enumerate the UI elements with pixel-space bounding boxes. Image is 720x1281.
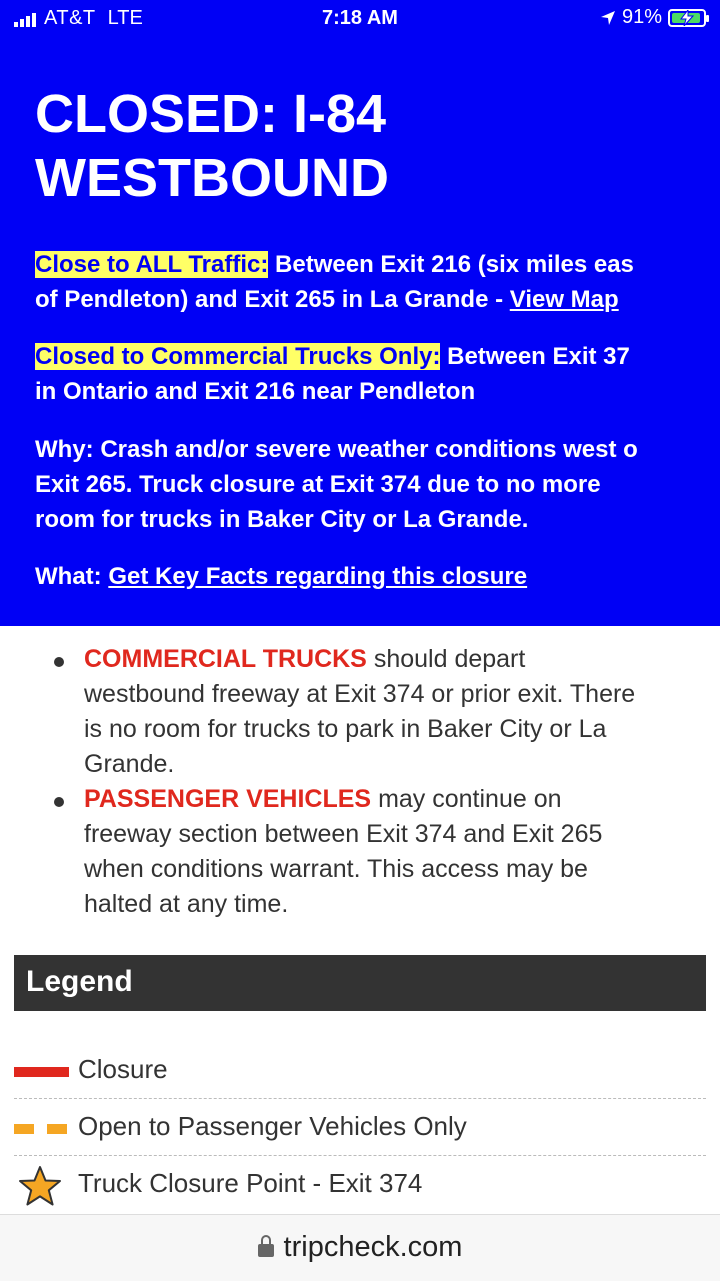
- bullet-line: is no room for trucks to park in Baker City or La: [84, 715, 607, 743]
- close-trucks-label: Closed to Commercial Trucks Only:: [35, 343, 441, 370]
- close-all-label: Close to ALL Traffic:: [35, 251, 269, 278]
- network-label: LTE: [107, 7, 143, 29]
- status-right: [600, 6, 706, 29]
- legend-label: Open to Passenger Vehicles Only: [78, 1111, 467, 1141]
- status-bar: [0, 0, 720, 36]
- why-line-2: Exit 265. Truck closure at Exit 374 due to no more: [35, 471, 601, 498]
- bullet-line: westbound freeway at Exit 374 or prior exit. There: [84, 680, 636, 708]
- bullet-line: freeway section between Exit 374 and Exit 265: [84, 820, 603, 848]
- bullet-line: when conditions warrant. This access may be: [84, 855, 588, 883]
- bullet-text: should depart: [373, 645, 526, 673]
- bullet-line: [84, 642, 714, 677]
- closure-line-icon: [14, 1067, 69, 1077]
- bullet-line: Grande.: [84, 750, 175, 778]
- what-label: What:: [35, 563, 102, 590]
- browser-url-bar[interactable]: [0, 1214, 720, 1281]
- url-text: tripcheck.com: [283, 1231, 463, 1263]
- list-item: [84, 642, 714, 782]
- legend-item-truck-closure: [14, 1156, 706, 1212]
- carrier-label: AT&T: [44, 7, 96, 29]
- closure-alert-panel: [0, 36, 720, 626]
- dashed-line-icon: [14, 1124, 69, 1134]
- battery-percent: 91%: [621, 6, 662, 28]
- location-arrow-icon: [600, 10, 616, 26]
- legend-title: Legend: [26, 965, 133, 998]
- bullet-text: may continue on: [378, 785, 562, 813]
- why-line-1: Why: Crash and/or severe weather conditions west o: [35, 436, 638, 463]
- bullet-dot: [54, 657, 64, 667]
- lock-icon: [258, 1235, 274, 1257]
- url-display[interactable]: [0, 1231, 720, 1264]
- close-all-line-1: [35, 248, 634, 282]
- close-trucks-line-1: [35, 340, 630, 374]
- close-trucks-text-1: Between Exit 37: [447, 343, 630, 370]
- battery-charging-icon: [668, 9, 706, 27]
- bullet-dot: [54, 797, 64, 807]
- legend-item-passenger-only: [14, 1099, 706, 1156]
- bullet-line: halted at any time.: [84, 890, 289, 918]
- key-facts-link[interactable]: Get Key Facts regarding this closure: [108, 563, 528, 590]
- bullet-lead: COMMERCIAL TRUCKS: [84, 645, 367, 673]
- what-line: [35, 560, 527, 594]
- why-line-3: room for trucks in Baker City or La Grande.: [35, 506, 529, 533]
- star-icon: [18, 1165, 62, 1207]
- legend-item-closure: [14, 1042, 706, 1099]
- close-all-text-2: of Pendleton) and Exit 265 in La Grande -: [35, 286, 510, 313]
- close-trucks-line-2: in Ontario and Exit 216 near Pendleton: [35, 378, 476, 405]
- legend-header: [14, 955, 706, 1011]
- legend-label: Closure: [78, 1054, 168, 1084]
- list-item: [84, 782, 714, 922]
- status-time: 7:18 AM: [322, 7, 398, 29]
- view-map-link[interactable]: View Map: [509, 286, 619, 313]
- bullet-line: [84, 782, 714, 817]
- close-all-line-2: [35, 283, 619, 317]
- close-all-text-1: Between Exit 216 (six miles eas: [275, 251, 634, 278]
- bullet-lead: PASSENGER VEHICLES: [84, 785, 372, 813]
- page-title: CLOSED: I-84 WESTBOUND: [35, 84, 389, 208]
- legend-label: Truck Closure Point - Exit 374: [78, 1168, 423, 1198]
